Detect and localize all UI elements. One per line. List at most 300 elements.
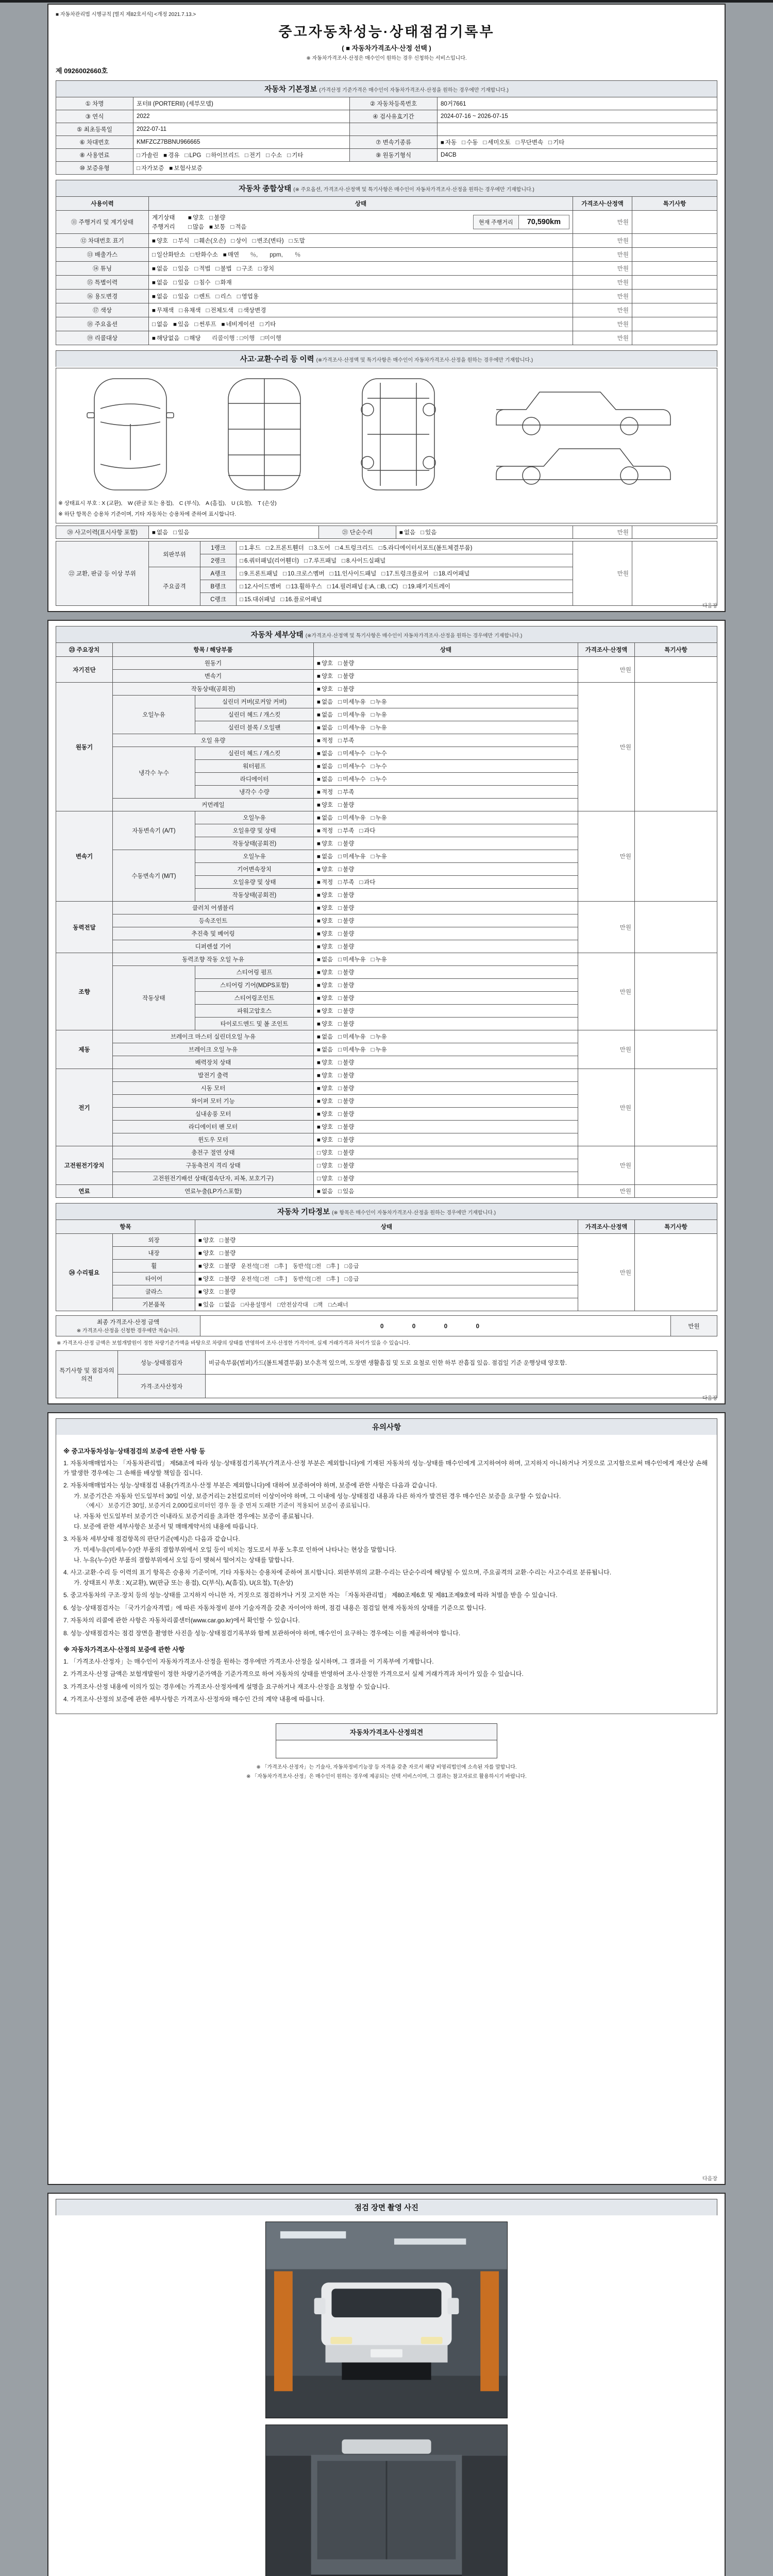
checkbox-option[interactable] xyxy=(240,582,281,590)
checkbox-icon[interactable]: □ xyxy=(231,238,235,244)
checkbox-option[interactable] xyxy=(342,556,385,565)
checkbox-option[interactable] xyxy=(317,1007,333,1015)
checkbox-option[interactable] xyxy=(317,968,333,976)
checkbox-icon[interactable]: □ xyxy=(338,764,342,770)
checkbox-option[interactable] xyxy=(317,710,333,719)
checkbox-icon[interactable]: □ xyxy=(237,294,241,300)
checkbox-icon[interactable]: □ xyxy=(338,776,342,783)
checkbox-option[interactable] xyxy=(338,917,354,925)
checkbox-option[interactable] xyxy=(317,1045,333,1054)
checkbox-option[interactable] xyxy=(286,582,322,590)
checkbox-option[interactable] xyxy=(317,1058,333,1066)
checkbox-icon[interactable]: ■ xyxy=(317,660,321,667)
checkbox-icon[interactable]: ■ xyxy=(317,699,321,705)
checkbox-option[interactable] xyxy=(399,528,415,536)
checkbox-icon[interactable]: ■ xyxy=(317,982,321,989)
checkbox-option[interactable] xyxy=(338,942,354,951)
checkbox-option[interactable] xyxy=(289,236,305,245)
checkbox-icon[interactable]: ■ xyxy=(317,686,321,692)
checkbox-icon[interactable]: □ xyxy=(371,957,375,963)
checkbox-option[interactable] xyxy=(371,1032,387,1041)
checkbox-option[interactable] xyxy=(231,236,247,245)
checkbox-icon[interactable]: □ xyxy=(173,266,177,272)
checkbox-option[interactable] xyxy=(317,788,333,796)
checkbox-option[interactable] xyxy=(317,1084,333,1092)
checkbox-icon[interactable]: ■ xyxy=(317,879,321,886)
checkbox-option[interactable] xyxy=(216,264,232,273)
checkbox-option[interactable] xyxy=(338,736,354,744)
checkbox-option[interactable] xyxy=(371,775,387,783)
checkbox-icon[interactable]: □ xyxy=(220,1263,224,1269)
checkbox-icon[interactable]: □ xyxy=(266,152,270,159)
checkbox-option[interactable] xyxy=(317,904,333,912)
checkbox-icon[interactable]: □ xyxy=(265,545,270,551)
checkbox-option[interactable] xyxy=(152,528,168,536)
checkbox-icon[interactable]: □ xyxy=(338,1008,342,1014)
checkbox-option[interactable] xyxy=(441,138,457,146)
checkbox-icon[interactable]: □ xyxy=(194,280,198,286)
checkbox-icon[interactable]: □ xyxy=(338,660,342,667)
checkbox-icon[interactable]: ■ xyxy=(317,854,321,860)
checkbox-icon[interactable]: □ xyxy=(215,294,220,300)
checkbox-icon[interactable]: □ xyxy=(371,776,375,783)
checkbox-option[interactable] xyxy=(371,814,387,822)
checkbox-option[interactable] xyxy=(198,1249,214,1257)
checkbox-option[interactable] xyxy=(338,814,365,822)
checkbox-option[interactable] xyxy=(317,1174,333,1182)
checkbox-option[interactable] xyxy=(371,698,387,706)
checkbox-icon[interactable]: □ xyxy=(338,789,342,795)
checkbox-option[interactable] xyxy=(338,1161,354,1170)
checkbox-option[interactable] xyxy=(152,306,174,314)
checkbox-option[interactable] xyxy=(317,698,333,706)
checkbox-option[interactable] xyxy=(359,826,375,835)
checkbox-icon[interactable]: □ xyxy=(462,140,466,146)
checkbox-icon[interactable]: □ xyxy=(289,238,293,244)
checkbox-icon[interactable]: □ xyxy=(338,1098,342,1105)
checkbox-icon[interactable]: ■ xyxy=(317,1189,321,1195)
checkbox-option[interactable] xyxy=(245,151,261,159)
checkbox-option[interactable] xyxy=(317,1187,333,1195)
checkbox-icon[interactable]: □ xyxy=(338,725,342,731)
checkbox-icon[interactable]: □ xyxy=(338,828,342,834)
checkbox-icon[interactable]: ■ xyxy=(152,335,156,342)
checkbox-icon[interactable]: □ xyxy=(371,1047,375,1053)
checkbox-icon[interactable]: ■ xyxy=(317,1073,321,1079)
checkbox-icon[interactable]: □ xyxy=(329,571,333,577)
checkbox-icon[interactable]: ■ xyxy=(209,224,213,230)
checkbox-option[interactable] xyxy=(327,582,398,590)
checkbox-icon[interactable]: ■ xyxy=(317,892,321,899)
checkbox-option[interactable] xyxy=(152,292,168,300)
checkbox-option[interactable] xyxy=(338,878,354,886)
checkbox-icon[interactable]: □ xyxy=(173,238,177,244)
checkbox-option[interactable] xyxy=(317,839,333,848)
checkbox-icon[interactable]: □ xyxy=(220,1276,224,1282)
checkbox-option[interactable] xyxy=(317,723,333,732)
checkbox-icon[interactable]: □ xyxy=(317,1150,321,1156)
checkbox-option[interactable] xyxy=(216,292,232,300)
checkbox-option[interactable] xyxy=(240,556,299,565)
checkbox-option[interactable] xyxy=(434,569,469,578)
checkbox-option[interactable] xyxy=(317,1032,333,1041)
checkbox-icon[interactable]: □ xyxy=(338,1086,342,1092)
checkbox-option[interactable] xyxy=(317,917,333,925)
checkbox-option[interactable] xyxy=(283,569,324,578)
checkbox-option[interactable] xyxy=(266,151,282,159)
checkbox-option[interactable] xyxy=(253,236,284,245)
checkbox-option[interactable] xyxy=(338,1007,354,1015)
checkbox-option[interactable] xyxy=(421,528,436,536)
checkbox-option[interactable] xyxy=(338,968,354,976)
checkbox-option[interactable] xyxy=(287,151,303,159)
checkbox-option[interactable] xyxy=(338,685,354,693)
checkbox-icon[interactable]: ■ xyxy=(152,294,156,300)
checkbox-option[interactable] xyxy=(338,994,354,1002)
checkbox-option[interactable] xyxy=(152,334,179,342)
checkbox-icon[interactable]: □ xyxy=(252,238,256,244)
checkbox-icon[interactable]: □ xyxy=(338,1034,342,1040)
checkbox-icon[interactable]: □ xyxy=(335,545,339,551)
checkbox-option[interactable] xyxy=(317,865,333,873)
checkbox-icon[interactable]: □ xyxy=(338,1047,342,1053)
checkbox-option[interactable] xyxy=(206,151,240,159)
checkbox-icon[interactable]: □ xyxy=(338,931,342,937)
checkbox-option[interactable] xyxy=(230,223,246,231)
checkbox-option[interactable] xyxy=(152,278,168,286)
checkbox-option[interactable] xyxy=(317,826,333,835)
price-survey-select[interactable]: ( ■ 자동차가격조사·산정 선택 ) xyxy=(342,44,431,52)
checkbox-option[interactable] xyxy=(173,264,189,273)
checkbox-option[interactable] xyxy=(220,1300,236,1309)
checkbox-icon[interactable]: ■ xyxy=(317,1021,321,1027)
checkbox-icon[interactable]: □ xyxy=(152,321,156,328)
checkbox-icon[interactable]: □ xyxy=(152,252,156,258)
checkbox-option[interactable] xyxy=(258,264,274,273)
checkbox-icon[interactable]: □ xyxy=(338,751,342,757)
checkbox-option[interactable] xyxy=(280,595,322,603)
checkbox-option[interactable] xyxy=(317,814,333,822)
checkbox-icon[interactable]: □ xyxy=(338,970,342,976)
checkbox-option[interactable] xyxy=(317,1020,333,1028)
checkbox-option[interactable] xyxy=(338,698,365,706)
checkbox-icon[interactable]: □ xyxy=(371,764,375,770)
checkbox-icon[interactable]: ■ xyxy=(173,321,177,328)
checkbox-option[interactable] xyxy=(317,955,333,963)
checkbox-option[interactable] xyxy=(371,1045,387,1054)
checkbox-icon[interactable]: □ xyxy=(338,1150,342,1156)
checkbox-icon[interactable]: ■ xyxy=(198,1302,202,1308)
checkbox-icon[interactable]: □ xyxy=(184,152,189,159)
checkbox-icon[interactable]: □ xyxy=(371,751,375,757)
checkbox-icon[interactable]: □ xyxy=(338,1073,342,1079)
checkbox-icon[interactable]: ■ xyxy=(188,215,192,221)
checkbox-icon[interactable]: ■ xyxy=(317,828,321,834)
checkbox-option[interactable] xyxy=(317,685,333,693)
checkbox-option[interactable] xyxy=(220,1249,236,1257)
checkbox-option[interactable] xyxy=(371,710,387,719)
checkbox-icon[interactable]: □ xyxy=(403,584,407,590)
checkbox-icon[interactable]: □ xyxy=(137,152,140,159)
checkbox-option[interactable] xyxy=(216,278,232,286)
checkbox-option[interactable] xyxy=(173,278,189,286)
checkbox-icon[interactable]: □ xyxy=(317,1176,321,1182)
checkbox-option[interactable] xyxy=(338,749,365,757)
checkbox-icon[interactable]: □ xyxy=(194,238,198,244)
checkbox-option[interactable] xyxy=(371,955,387,963)
checkbox-icon[interactable]: □ xyxy=(338,1124,342,1130)
checkbox-icon[interactable]: □ xyxy=(190,252,194,258)
checkbox-icon[interactable]: ■ xyxy=(317,957,321,963)
checkbox-icon[interactable]: □ xyxy=(421,530,425,536)
checkbox-option[interactable] xyxy=(237,264,253,273)
checkbox-icon[interactable]: □ xyxy=(137,165,140,172)
checkbox-icon[interactable]: □ xyxy=(338,841,342,847)
checkbox-option[interactable] xyxy=(317,736,333,744)
checkbox-option[interactable] xyxy=(184,334,200,342)
checkbox-option[interactable] xyxy=(371,749,387,757)
checkbox-icon[interactable]: ■ xyxy=(152,308,156,314)
checkbox-icon[interactable]: ■ xyxy=(317,918,321,924)
checkbox-option[interactable] xyxy=(338,1084,354,1092)
checkbox-option[interactable] xyxy=(317,878,333,886)
checkbox-icon[interactable]: ■ xyxy=(169,165,173,172)
checkbox-option[interactable] xyxy=(371,852,387,860)
checkbox-icon[interactable]: □ xyxy=(304,558,308,564)
checkbox-icon[interactable]: □ xyxy=(194,294,198,300)
checkbox-option[interactable] xyxy=(338,1032,365,1041)
checkbox-option[interactable] xyxy=(173,292,189,300)
checkbox-icon[interactable]: □ xyxy=(240,584,243,590)
checkbox-icon[interactable]: ■ xyxy=(317,1137,321,1143)
checkbox-icon[interactable]: □ xyxy=(184,335,189,342)
checkbox-icon[interactable]: □ xyxy=(371,1034,375,1040)
checkbox-option[interactable] xyxy=(220,1262,236,1270)
checkbox-option[interactable] xyxy=(338,1058,354,1066)
checkbox-option[interactable] xyxy=(194,278,210,286)
checkbox-icon[interactable]: □ xyxy=(260,321,264,328)
checkbox-option[interactable] xyxy=(317,942,333,951)
checkbox-icon[interactable]: □ xyxy=(244,152,248,159)
checkbox-option[interactable] xyxy=(317,994,333,1002)
checkbox-option[interactable] xyxy=(338,1097,354,1105)
checkbox-icon[interactable]: □ xyxy=(220,1250,224,1257)
checkbox-icon[interactable]: □ xyxy=(286,584,290,590)
checkbox-icon[interactable]: ■ xyxy=(152,280,156,286)
checkbox-icon[interactable]: □ xyxy=(230,224,234,230)
checkbox-icon[interactable]: ■ xyxy=(317,1047,321,1053)
checkbox-icon[interactable]: □ xyxy=(188,224,192,230)
checkbox-option[interactable] xyxy=(240,569,278,578)
checkbox-option[interactable] xyxy=(338,839,354,848)
checkbox-option[interactable] xyxy=(152,264,168,273)
checkbox-option[interactable] xyxy=(338,672,354,680)
checkbox-icon[interactable]: □ xyxy=(483,140,487,146)
checkbox-option[interactable] xyxy=(338,852,365,860)
checkbox-option[interactable] xyxy=(317,775,333,783)
checkbox-option[interactable] xyxy=(338,762,365,770)
checkbox-icon[interactable]: □ xyxy=(378,545,382,551)
checkbox-icon[interactable]: □ xyxy=(338,738,342,744)
checkbox-icon[interactable]: ■ xyxy=(317,1124,321,1130)
checkbox-option[interactable] xyxy=(194,292,210,300)
checkbox-icon[interactable]: ■ xyxy=(317,1098,321,1105)
checkbox-icon[interactable]: □ xyxy=(258,266,262,272)
checkbox-icon[interactable]: □ xyxy=(371,815,375,821)
checkbox-icon[interactable]: □ xyxy=(206,152,210,159)
checkbox-icon[interactable]: □ xyxy=(194,321,198,328)
checkbox-icon[interactable]: □ xyxy=(220,1289,224,1295)
checkbox-option[interactable] xyxy=(338,801,354,809)
checkbox-icon[interactable]: □ xyxy=(240,558,243,564)
checkbox-option[interactable] xyxy=(194,264,210,273)
checkbox-icon[interactable]: ■ xyxy=(317,802,321,808)
checkbox-icon[interactable]: □ xyxy=(206,308,210,314)
checkbox-icon[interactable]: □ xyxy=(371,854,375,860)
checkbox-option[interactable] xyxy=(359,878,375,886)
checkbox-option[interactable] xyxy=(209,223,225,231)
checkbox-option[interactable] xyxy=(209,213,225,222)
checkbox-icon[interactable]: ■ xyxy=(317,867,321,873)
checkbox-option[interactable] xyxy=(338,710,365,719)
checkbox-option[interactable] xyxy=(338,1110,354,1118)
checkbox-icon[interactable]: ■ xyxy=(198,1263,202,1269)
checkbox-option[interactable] xyxy=(194,320,216,328)
checkbox-icon[interactable]: □ xyxy=(359,879,363,886)
checkbox-option[interactable] xyxy=(240,544,261,552)
checkbox-icon[interactable]: ■ xyxy=(223,252,227,258)
checkbox-icon[interactable]: □ xyxy=(338,1189,342,1195)
checkbox-icon[interactable]: □ xyxy=(179,308,183,314)
checkbox-icon[interactable]: ■ xyxy=(317,725,321,731)
checkbox-icon[interactable]: □ xyxy=(338,1060,342,1066)
checkbox-option[interactable] xyxy=(198,1275,214,1283)
checkbox-option[interactable] xyxy=(403,582,450,590)
checkbox-icon[interactable]: □ xyxy=(338,1111,342,1117)
checkbox-option[interactable] xyxy=(338,775,365,783)
checkbox-option[interactable] xyxy=(191,250,218,259)
checkbox-icon[interactable]: ■ xyxy=(198,1276,202,1282)
checkbox-icon[interactable]: ■ xyxy=(317,1034,321,1040)
checkbox-option[interactable] xyxy=(239,306,266,314)
checkbox-icon[interactable]: □ xyxy=(338,905,342,911)
checkbox-icon[interactable]: □ xyxy=(220,1238,224,1244)
checkbox-icon[interactable]: ■ xyxy=(317,905,321,911)
checkbox-icon[interactable]: □ xyxy=(338,1021,342,1027)
checkbox-icon[interactable]: ■ xyxy=(198,1289,202,1295)
checkbox-icon[interactable]: □ xyxy=(338,982,342,989)
checkbox-option[interactable] xyxy=(338,826,354,835)
checkbox-option[interactable] xyxy=(198,1300,214,1309)
checkbox-icon[interactable]: □ xyxy=(240,545,243,551)
checkbox-option[interactable] xyxy=(317,1161,333,1170)
checkbox-icon[interactable]: □ xyxy=(338,1137,342,1143)
checkbox-icon[interactable]: □ xyxy=(280,597,284,603)
checkbox-option[interactable] xyxy=(317,1110,333,1118)
checkbox-icon[interactable]: □ xyxy=(338,699,342,705)
checkbox-icon[interactable]: □ xyxy=(338,686,342,692)
checkbox-option[interactable] xyxy=(317,1123,333,1131)
checkbox-icon[interactable]: ■ xyxy=(317,1060,321,1066)
checkbox-icon[interactable]: □ xyxy=(317,1163,321,1169)
checkbox-icon[interactable]: ■ xyxy=(317,764,321,770)
checkbox-option[interactable] xyxy=(338,1020,354,1028)
checkbox-option[interactable] xyxy=(371,723,387,732)
checkbox-icon[interactable]: □ xyxy=(342,558,346,564)
checkbox-option[interactable] xyxy=(220,1275,236,1283)
checkbox-option[interactable] xyxy=(317,672,333,680)
checkbox-icon[interactable]: □ xyxy=(237,266,241,272)
checkbox-option[interactable] xyxy=(198,1262,214,1270)
checkbox-icon[interactable]: □ xyxy=(327,584,331,590)
checkbox-icon[interactable]: ■ xyxy=(317,944,321,950)
checkbox-option[interactable] xyxy=(317,659,333,667)
checkbox-option[interactable] xyxy=(338,788,354,796)
checkbox-option[interactable] xyxy=(462,138,478,146)
checkbox-option[interactable] xyxy=(152,250,186,259)
checkbox-icon[interactable]: □ xyxy=(371,712,375,718)
checkbox-icon[interactable]: ■ xyxy=(221,321,225,328)
checkbox-option[interactable] xyxy=(206,306,233,314)
checkbox-icon[interactable]: □ xyxy=(173,530,177,536)
checkbox-option[interactable] xyxy=(317,801,333,809)
checkbox-option[interactable] xyxy=(237,292,259,300)
checkbox-option[interactable] xyxy=(240,595,275,603)
checkbox-icon[interactable]: ■ xyxy=(317,815,321,821)
checkbox-option[interactable] xyxy=(188,213,204,222)
checkbox-option[interactable] xyxy=(381,569,429,578)
checkbox-icon[interactable]: ■ xyxy=(198,1250,202,1257)
checkbox-option[interactable] xyxy=(338,955,365,963)
checkbox-option[interactable] xyxy=(338,981,354,989)
checkbox-option[interactable] xyxy=(335,544,374,552)
checkbox-icon[interactable]: □ xyxy=(338,712,342,718)
checkbox-option[interactable] xyxy=(317,1071,333,1079)
checkbox-option[interactable] xyxy=(317,1097,333,1105)
checkbox-icon[interactable]: ■ xyxy=(198,1238,202,1244)
checkbox-option[interactable] xyxy=(179,306,200,314)
checkbox-option[interactable] xyxy=(317,852,333,860)
checkbox-icon[interactable]: ■ xyxy=(152,530,156,536)
checkbox-option[interactable] xyxy=(220,1236,236,1244)
checkbox-option[interactable] xyxy=(173,236,189,245)
checkbox-icon[interactable]: ■ xyxy=(317,931,321,937)
checkbox-option[interactable] xyxy=(317,1136,333,1144)
checkbox-icon[interactable]: □ xyxy=(215,266,220,272)
checkbox-option[interactable] xyxy=(260,320,276,328)
checkbox-icon[interactable]: □ xyxy=(338,944,342,950)
checkbox-icon[interactable]: □ xyxy=(338,854,342,860)
checkbox-icon[interactable]: ■ xyxy=(317,673,321,680)
checkbox-option[interactable] xyxy=(198,1287,214,1296)
checkbox-icon[interactable]: □ xyxy=(240,597,243,603)
checkbox-icon[interactable]: □ xyxy=(338,815,342,821)
checkbox-option[interactable] xyxy=(338,865,354,873)
checkbox-icon[interactable]: □ xyxy=(515,140,519,146)
checkbox-icon[interactable]: □ xyxy=(283,571,287,577)
checkbox-option[interactable] xyxy=(338,1148,354,1157)
checkbox-option[interactable] xyxy=(379,544,473,552)
checkbox-icon[interactable]: ■ xyxy=(317,751,321,757)
checkbox-icon[interactable]: □ xyxy=(381,571,385,577)
checkbox-option[interactable] xyxy=(173,320,189,328)
checkbox-option[interactable] xyxy=(338,891,354,899)
checkbox-option[interactable] xyxy=(309,544,330,552)
checkbox-icon[interactable]: □ xyxy=(220,1302,224,1308)
checkbox-option[interactable] xyxy=(483,138,510,146)
checkbox-option[interactable] xyxy=(188,223,204,231)
checkbox-icon[interactable]: □ xyxy=(338,918,342,924)
